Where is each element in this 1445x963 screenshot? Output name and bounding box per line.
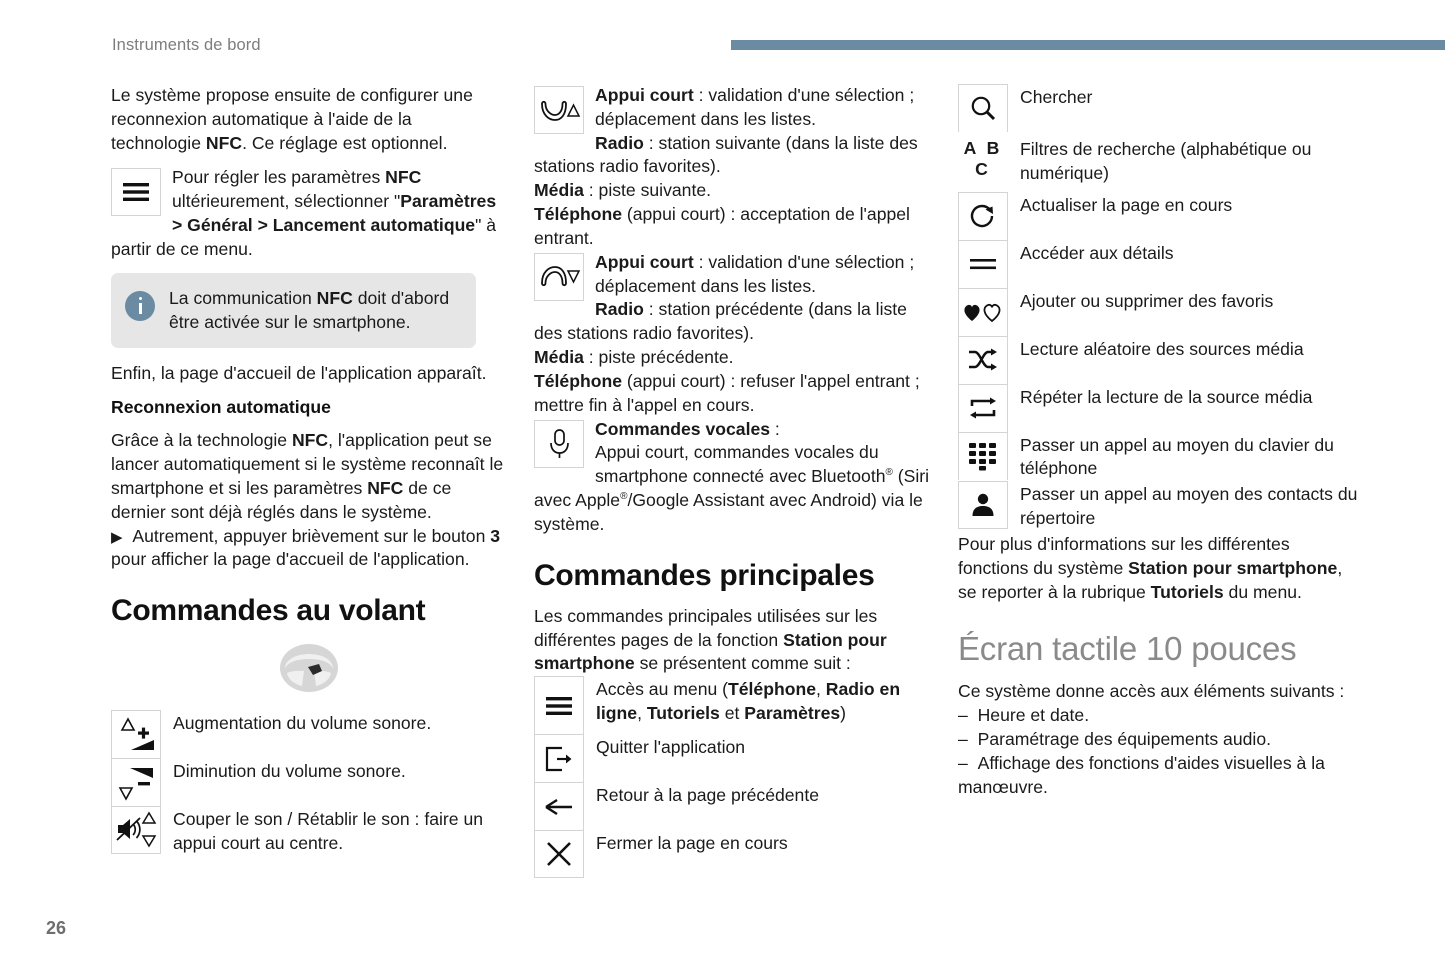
right-icon-list bbox=[958, 84, 1358, 531]
main-intro-station: Station pour smartphone bbox=[534, 629, 887, 674]
header-title: Instruments de bord bbox=[112, 36, 261, 54]
pickup-up-paragraph bbox=[534, 84, 932, 132]
main-intro-paragraph bbox=[534, 605, 932, 676]
screen-items-list bbox=[958, 704, 1358, 799]
down-media-bold: Média bbox=[534, 347, 584, 368]
volume-down-icon bbox=[111, 758, 161, 806]
mute-icon bbox=[111, 806, 161, 854]
more-info-e: du menu. bbox=[1223, 581, 1302, 602]
more-info-tutoriels: Tutoriels bbox=[1150, 581, 1224, 602]
up-phone-bold: Téléphone bbox=[534, 204, 622, 225]
menu-text-nfc: NFC bbox=[385, 167, 422, 188]
up-media-rest: : piste suivante. bbox=[583, 180, 712, 201]
steering-label-mute: Couper le son / Rétablir le son : faire un appui court au centre. bbox=[173, 809, 484, 854]
reconnect-a: Grâce à la technologie bbox=[111, 430, 292, 451]
microphone-glyph bbox=[546, 427, 572, 461]
after-callout-paragraph: Enfin, la page d'accueil de l'application apparaît. bbox=[111, 363, 487, 384]
hamburger-glyph bbox=[544, 695, 574, 717]
intro-text-a: Le système propose ensuite de configurer une reconnexion automatique à l'aide de la technologie bbox=[111, 85, 473, 153]
up-radio-bold: Radio bbox=[595, 132, 644, 153]
menu-label-e: , bbox=[637, 703, 647, 724]
main-intro-a: Les commandes principales utilisées sur les différentes pages de la fonction bbox=[534, 605, 878, 650]
down-radio-bold: Radio bbox=[595, 299, 644, 320]
close-x-icon bbox=[534, 830, 584, 878]
down-phone-bold: Téléphone bbox=[534, 370, 622, 391]
volume-up-icon bbox=[111, 710, 161, 758]
steering-controls-list bbox=[111, 710, 506, 856]
phone-pickup-up-glyph bbox=[537, 95, 581, 125]
main-label-menu bbox=[584, 676, 932, 726]
heading-commandes-volant: Commandes au volant bbox=[111, 594, 426, 628]
right-row-repeat bbox=[958, 384, 1358, 432]
voice-text-b: (Siri avec Apple bbox=[534, 466, 930, 511]
hamburger-icon bbox=[111, 168, 161, 216]
intro-text-c: . Ce réglage est optionnel. bbox=[242, 132, 448, 153]
heading-commandes-principales: Commandes principales bbox=[534, 558, 875, 592]
search-icon bbox=[958, 84, 1008, 132]
right-label-refresh: Actualiser la page en cours bbox=[1020, 194, 1233, 215]
callout-text-nfc: NFC bbox=[316, 287, 353, 308]
right-label-abc: Filtres de recherche (alphabétique ou numérique) bbox=[1020, 139, 1312, 183]
right-label-details: Accéder aux détails bbox=[1020, 242, 1174, 263]
column-right bbox=[958, 84, 1358, 800]
right-label-contact: Passer un appel au moyen des contacts du répertoire bbox=[1020, 484, 1358, 529]
up-line-radio bbox=[534, 132, 932, 180]
subheading-reconnexion: Reconnexion automatique bbox=[111, 397, 331, 418]
up-line-phone bbox=[534, 203, 932, 251]
phone-pickup-up-icon bbox=[534, 86, 584, 134]
pickup-up-bold: Appui court bbox=[595, 85, 694, 105]
close-x-glyph bbox=[544, 839, 574, 869]
menu-label-g: et bbox=[719, 703, 745, 724]
column-middle bbox=[534, 84, 932, 878]
bullet-c: pour afficher la page d'accueil de l'application. bbox=[111, 549, 470, 570]
voice-sup-apple: ® bbox=[620, 491, 628, 503]
down-line-radio bbox=[534, 298, 932, 346]
bullet-a: Autrement, appuyer brièvement sur le bouton bbox=[132, 525, 491, 546]
abc-filter-icon: A B C bbox=[963, 138, 1003, 179]
contact-icon bbox=[958, 481, 1008, 529]
down-line-phone bbox=[534, 370, 932, 418]
right-label-repeat: Répéter la lecture de la source média bbox=[1020, 386, 1313, 407]
screen-item-0: Heure et date. bbox=[977, 705, 1090, 726]
reconnect-nfc2: NFC bbox=[367, 477, 404, 498]
heading-ecran-tactile: Écran tactile 10 pouces bbox=[958, 630, 1297, 668]
menu-label-tutoriels: Tutoriels bbox=[646, 703, 720, 724]
right-row-abc bbox=[958, 136, 1358, 186]
steering-row-volume-up bbox=[111, 710, 506, 758]
steering-row-volume-down bbox=[111, 758, 506, 806]
volume-up-glyph bbox=[114, 714, 158, 756]
menu-setting-paragraph bbox=[111, 166, 506, 261]
reconnect-paragraph bbox=[111, 429, 506, 524]
callout-text-c: doit d'abord être activée sur le smartphone. bbox=[169, 287, 450, 332]
menu-label-i: ) bbox=[840, 703, 847, 724]
main-row-menu bbox=[534, 676, 932, 734]
dialpad-glyph bbox=[967, 440, 999, 472]
callout-text bbox=[169, 287, 460, 335]
mute-glyph bbox=[113, 807, 159, 853]
steering-wheel-icon bbox=[278, 642, 340, 694]
info-icon bbox=[125, 291, 155, 321]
page-number: 26 bbox=[46, 918, 67, 938]
steering-label-volume-down: Diminution du volume sonore. bbox=[173, 761, 406, 782]
up-radio-rest: : station suivante (dans la liste des stations radio favorites). bbox=[534, 132, 918, 177]
arrow-left-icon bbox=[534, 782, 584, 830]
dash-bullet: – bbox=[958, 729, 968, 750]
main-label-back: Retour à la page précédente bbox=[596, 785, 820, 806]
arrow-left-glyph bbox=[542, 793, 576, 821]
dash-bullet: – bbox=[958, 705, 968, 726]
column-left bbox=[111, 84, 506, 856]
page-header bbox=[0, 0, 1445, 70]
up-line-media bbox=[534, 179, 932, 203]
up-media-bold: Média bbox=[534, 180, 584, 201]
right-label-favorites: Ajouter ou supprimer des favoris bbox=[1020, 290, 1274, 311]
pickup-up-rest: : validation d'une sélection ; déplacement dans les listes. bbox=[595, 85, 915, 129]
right-row-shuffle bbox=[958, 336, 1358, 384]
refresh-glyph bbox=[968, 201, 998, 231]
triangle-bullet-icon: ▶ bbox=[111, 528, 123, 546]
repeat-glyph bbox=[966, 394, 1000, 422]
voice-colon: : bbox=[770, 418, 780, 439]
microphone-icon bbox=[534, 420, 584, 468]
hangup-down-bold: Appui court bbox=[595, 251, 694, 272]
reconnect-c: , l'application peut se lancer automatiquement si le système reconnaît le smartphone et si les paramètres bbox=[111, 430, 504, 498]
favorites-hearts-icon bbox=[958, 288, 1008, 336]
menu-label-c: , bbox=[816, 679, 826, 700]
more-info-station: Station pour smartphone bbox=[1128, 557, 1338, 578]
menu-text-e: " à partir de ce menu. bbox=[111, 215, 497, 259]
up-phone-rest: (appui court) : acceptation de l'appel entrant. bbox=[534, 204, 910, 248]
intro-paragraph bbox=[111, 84, 506, 155]
contact-glyph bbox=[969, 491, 997, 519]
main-label-close: Fermer la page en cours bbox=[596, 833, 788, 854]
main-row-back bbox=[534, 782, 932, 830]
screen-intro-paragraph: Ce système donne accès aux éléments suivants : bbox=[958, 681, 1345, 702]
callout-text-a: La communication bbox=[169, 287, 317, 308]
menu-label-parametres: Paramètres bbox=[744, 703, 841, 724]
down-radio-rest: : station précédente (dans la liste des stations radio favorites). bbox=[534, 299, 907, 344]
right-label-search: Chercher bbox=[1020, 87, 1093, 107]
right-row-search bbox=[958, 84, 1358, 132]
repeat-icon bbox=[958, 384, 1008, 432]
hangup-down-paragraph bbox=[534, 251, 932, 299]
voice-commands-paragraph bbox=[534, 418, 932, 537]
bullet-number: 3 bbox=[490, 525, 501, 546]
main-row-exit bbox=[534, 734, 932, 782]
right-row-favorites bbox=[958, 288, 1358, 336]
voice-sup-bluetooth: ® bbox=[885, 467, 893, 479]
more-info-a: Pour plus d'informations sur les différentes fonctions du système bbox=[958, 533, 1290, 578]
menu-label-a: Accès au menu ( bbox=[596, 679, 729, 700]
menu-label-telephone: Téléphone bbox=[728, 679, 816, 700]
steering-label-volume-up: Augmentation du volume sonore. bbox=[173, 713, 432, 734]
right-label-shuffle: Lecture aléatoire des sources média bbox=[1020, 338, 1304, 359]
voice-text-c: /Google Assistant avec Android) via le système. bbox=[534, 490, 923, 534]
voice-bold: Commandes vocales bbox=[595, 418, 771, 439]
right-row-details bbox=[958, 240, 1358, 288]
down-phone-rest: (appui court) : refuser l'appel entrant ; mettre fin à l'appel en cours. bbox=[534, 370, 920, 415]
menu-text-c: ultérieurement, sélectionner " bbox=[172, 191, 401, 212]
phone-hangup-down-glyph bbox=[537, 262, 581, 292]
intro-text-nfc: NFC bbox=[205, 132, 243, 153]
volume-down-glyph bbox=[114, 762, 158, 804]
main-commands-list bbox=[534, 676, 932, 878]
details-icon bbox=[958, 240, 1008, 288]
header-rule bbox=[731, 40, 1445, 50]
list-item bbox=[958, 752, 1358, 800]
list-item bbox=[958, 728, 1358, 752]
hangup-down-rest: : validation d'une sélection ; déplacement dans les listes. bbox=[595, 251, 915, 296]
shuffle-glyph bbox=[966, 346, 1000, 374]
hamburger-glyph bbox=[121, 181, 151, 203]
dash-bullet: – bbox=[958, 752, 968, 773]
more-info-paragraph bbox=[958, 533, 1358, 604]
list-item bbox=[958, 704, 1358, 728]
refresh-icon bbox=[958, 192, 1008, 240]
main-intro-c: se présentent comme suit : bbox=[634, 653, 851, 674]
exit-app-glyph bbox=[543, 744, 575, 774]
screen-item-2: Affichage des fonctions d'aides visuelles à la manœuvre. bbox=[958, 752, 1325, 797]
phone-hangup-down-icon bbox=[534, 253, 584, 301]
main-label-exit: Quitter l'application bbox=[596, 737, 746, 758]
steering-wheel-figure bbox=[111, 642, 506, 694]
more-info-c: , se reporter à la rubrique bbox=[958, 557, 1343, 602]
bullet-paragraph bbox=[111, 525, 506, 573]
reconnect-nfc1: NFC bbox=[291, 430, 329, 451]
voice-text-a: Appui court, commandes vocales du smartphone connecté avec Bluetooth bbox=[595, 442, 886, 487]
right-row-dialpad bbox=[958, 432, 1358, 482]
right-label-dialpad: Passer un appel au moyen du clavier du téléphone bbox=[1020, 434, 1334, 479]
menu-label-radio: Radio en ligne bbox=[596, 679, 901, 724]
down-media-rest: : piste précédente. bbox=[583, 347, 734, 368]
screen-item-1: Paramétrage des équipements audio. bbox=[977, 729, 1271, 750]
favorites-hearts-glyph bbox=[961, 301, 1005, 323]
right-row-refresh bbox=[958, 192, 1358, 240]
right-row-contact bbox=[958, 481, 1358, 531]
exit-app-icon bbox=[534, 734, 584, 782]
menu-path: Paramètres > Général > Lancement automatique bbox=[172, 191, 497, 236]
reconnect-e: de ce dernier sont déjà réglés dans le système. bbox=[111, 477, 452, 522]
details-glyph bbox=[968, 255, 998, 273]
info-callout bbox=[111, 273, 476, 349]
main-row-close bbox=[534, 830, 932, 878]
down-line-media bbox=[534, 346, 932, 370]
steering-row-mute bbox=[111, 806, 506, 856]
dialpad-icon bbox=[958, 432, 1008, 480]
menu-text-a: Pour régler les paramètres bbox=[172, 167, 386, 188]
shuffle-icon bbox=[958, 336, 1008, 384]
search-glyph bbox=[968, 94, 998, 124]
hamburger-icon bbox=[534, 676, 584, 734]
